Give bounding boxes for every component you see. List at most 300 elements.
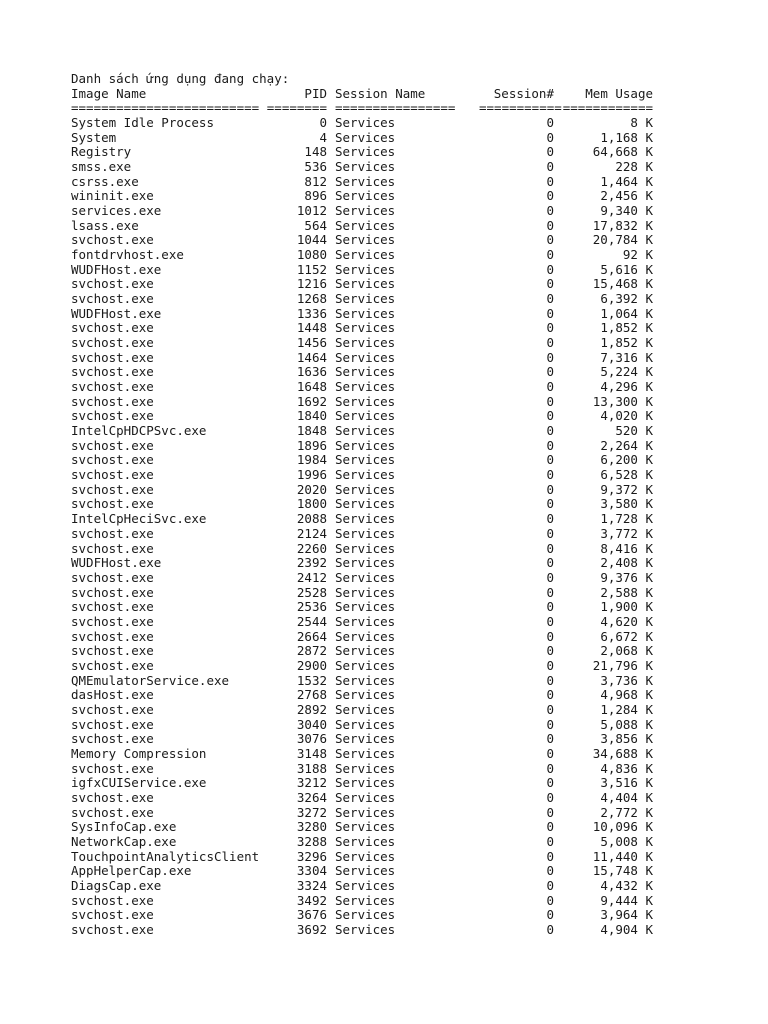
cell-session-number: 0 xyxy=(546,921,554,937)
cell-mem-usage: 2,772 K xyxy=(600,804,653,820)
cell-session-name: Services xyxy=(335,203,396,219)
cell-session-number: 0 xyxy=(546,848,554,864)
table-row xyxy=(71,497,653,512)
cell-image-name: Registry xyxy=(71,144,132,160)
cell-image-name: svchost.exe xyxy=(71,276,154,292)
cell-session-number: 0 xyxy=(546,452,554,468)
cell-session-name: Services xyxy=(335,657,396,673)
cell-mem-usage: 4,020 K xyxy=(600,408,653,424)
cell-image-name: DiagsCap.exe xyxy=(71,877,162,893)
cell-mem-usage: 6,392 K xyxy=(600,291,653,307)
cell-mem-usage: 3,516 K xyxy=(600,775,653,791)
cell-pid: 1044 xyxy=(296,232,327,248)
cell-session-name: Services xyxy=(335,173,396,189)
cell-image-name: WUDFHost.exe xyxy=(71,305,162,321)
table-row xyxy=(71,659,653,674)
table-row xyxy=(71,864,653,879)
cell-session-name: Services xyxy=(335,907,396,923)
document-title: Danh sách ứng dụng đang chạy: xyxy=(71,71,290,86)
cell-mem-usage: 20,784 K xyxy=(592,232,653,248)
table-row xyxy=(71,453,653,468)
cell-session-name: Services xyxy=(335,628,396,644)
cell-image-name: SysInfoCap.exe xyxy=(71,819,177,835)
cell-mem-usage: 4,904 K xyxy=(600,921,653,937)
cell-mem-usage: 6,528 K xyxy=(600,467,653,483)
cell-image-name: svchost.exe xyxy=(71,643,154,659)
cell-image-name: svchost.exe xyxy=(71,569,154,585)
cell-mem-usage: 5,088 K xyxy=(600,716,653,732)
cell-session-number: 0 xyxy=(546,335,554,351)
table-separator-row xyxy=(71,101,653,116)
cell-pid: 148 xyxy=(304,144,327,160)
table-row xyxy=(71,762,653,777)
cell-session-number: 0 xyxy=(546,129,554,145)
cell-session-number: 0 xyxy=(546,731,554,747)
cell-mem-usage: 4,836 K xyxy=(600,760,653,776)
table-row xyxy=(71,747,653,762)
cell-session-name: Services xyxy=(335,511,396,527)
cell-pid: 2536 xyxy=(296,599,327,615)
table-row xyxy=(71,571,653,586)
cell-pid: 2260 xyxy=(296,540,327,556)
cell-session-number: 0 xyxy=(546,247,554,263)
cell-session-number: 0 xyxy=(546,819,554,835)
table-row xyxy=(71,336,653,351)
cell-session-name: Services xyxy=(335,760,396,776)
cell-pid: 564 xyxy=(304,217,327,233)
separator-mem-usage: ============ xyxy=(562,100,653,116)
cell-mem-usage: 1,852 K xyxy=(600,335,653,351)
cell-pid: 1336 xyxy=(296,305,327,321)
cell-image-name: svchost.exe xyxy=(71,232,154,248)
cell-pid: 1012 xyxy=(296,203,327,219)
cell-mem-usage: 9,444 K xyxy=(600,892,653,908)
cell-session-name: Services xyxy=(335,584,396,600)
cell-pid: 3040 xyxy=(296,716,327,732)
separator-pid: ======== xyxy=(266,100,327,116)
process-rows xyxy=(71,116,653,938)
table-row xyxy=(71,116,653,131)
cell-session-name: Services xyxy=(335,115,396,131)
cell-pid: 2900 xyxy=(296,657,327,673)
table-row xyxy=(71,615,653,630)
cell-image-name: WUDFHost.exe xyxy=(71,555,162,571)
cell-pid: 2528 xyxy=(296,584,327,600)
cell-mem-usage: 9,372 K xyxy=(600,481,653,497)
table-row xyxy=(71,703,653,718)
cell-session-number: 0 xyxy=(546,863,554,879)
cell-mem-usage: 2,456 K xyxy=(600,188,653,204)
table-row xyxy=(71,468,653,483)
cell-pid: 1984 xyxy=(296,452,327,468)
cell-session-name: Services xyxy=(335,320,396,336)
header-mem-usage: Mem Usage xyxy=(585,85,653,101)
cell-pid: 3324 xyxy=(296,877,327,893)
table-row xyxy=(71,586,653,601)
cell-mem-usage: 1,852 K xyxy=(600,320,653,336)
cell-image-name: svchost.exe xyxy=(71,364,154,380)
cell-session-number: 0 xyxy=(546,393,554,409)
cell-image-name: svchost.exe xyxy=(71,789,154,805)
cell-mem-usage: 4,620 K xyxy=(600,613,653,629)
cell-session-number: 0 xyxy=(546,364,554,380)
header-pid: PID xyxy=(304,85,327,101)
cell-pid: 3296 xyxy=(296,848,327,864)
cell-session-number: 0 xyxy=(546,276,554,292)
cell-session-name: Services xyxy=(335,364,396,380)
cell-session-name: Services xyxy=(335,775,396,791)
table-row xyxy=(71,688,653,703)
cell-image-name: svchost.exe xyxy=(71,525,154,541)
cell-session-number: 0 xyxy=(546,467,554,483)
cell-session-name: Services xyxy=(335,672,396,688)
table-row xyxy=(71,409,653,424)
table-header-row xyxy=(71,87,653,102)
cell-session-name: Services xyxy=(335,437,396,453)
cell-session-name: Services xyxy=(335,159,396,175)
cell-session-number: 0 xyxy=(546,687,554,703)
cell-session-number: 0 xyxy=(546,511,554,527)
cell-pid: 1464 xyxy=(296,349,327,365)
cell-image-name: svchost.exe xyxy=(71,921,154,937)
cell-image-name: svchost.exe xyxy=(71,349,154,365)
cell-pid: 1448 xyxy=(296,320,327,336)
table-row xyxy=(71,189,653,204)
cell-mem-usage: 10,096 K xyxy=(592,819,653,835)
cell-session-name: Services xyxy=(335,643,396,659)
cell-pid: 3264 xyxy=(296,789,327,805)
cell-session-name: Services xyxy=(335,232,396,248)
cell-session-name: Services xyxy=(335,379,396,395)
cell-mem-usage: 6,672 K xyxy=(600,628,653,644)
cell-session-number: 0 xyxy=(546,657,554,673)
table-row xyxy=(71,292,653,307)
cell-session-name: Services xyxy=(335,261,396,277)
cell-pid: 1840 xyxy=(296,408,327,424)
cell-session-name: Services xyxy=(335,305,396,321)
table-row xyxy=(71,791,653,806)
cell-session-name: Services xyxy=(335,525,396,541)
cell-pid: 896 xyxy=(304,188,327,204)
table-row xyxy=(71,365,653,380)
cell-mem-usage: 4,404 K xyxy=(600,789,653,805)
cell-session-number: 0 xyxy=(546,892,554,908)
cell-session-number: 0 xyxy=(546,173,554,189)
cell-session-name: Services xyxy=(335,892,396,908)
cell-image-name: svchost.exe xyxy=(71,437,154,453)
cell-session-name: Services xyxy=(335,291,396,307)
cell-mem-usage: 2,588 K xyxy=(600,584,653,600)
cell-pid: 3272 xyxy=(296,804,327,820)
cell-session-name: Services xyxy=(335,481,396,497)
cell-mem-usage: 1,728 K xyxy=(600,511,653,527)
cell-pid: 2020 xyxy=(296,481,327,497)
cell-mem-usage: 2,068 K xyxy=(600,643,653,659)
separator-image-name: ========================= xyxy=(71,100,260,116)
cell-mem-usage: 1,464 K xyxy=(600,173,653,189)
cell-mem-usage: 5,008 K xyxy=(600,833,653,849)
cell-session-name: Services xyxy=(335,349,396,365)
cell-image-name: svchost.exe xyxy=(71,291,154,307)
cell-session-name: Services xyxy=(335,452,396,468)
cell-pid: 0 xyxy=(319,115,327,131)
cell-image-name: IntelCpHDCPSvc.exe xyxy=(71,423,207,439)
cell-session-number: 0 xyxy=(546,525,554,541)
table-row xyxy=(71,527,653,542)
table-row xyxy=(71,644,653,659)
table-row xyxy=(71,556,653,571)
cell-session-name: Services xyxy=(335,423,396,439)
cell-session-number: 0 xyxy=(546,349,554,365)
table-row xyxy=(71,894,653,909)
table-row xyxy=(71,204,653,219)
table-row xyxy=(71,145,653,160)
table-row xyxy=(71,351,653,366)
cell-session-name: Services xyxy=(335,745,396,761)
table-row xyxy=(71,131,653,146)
cell-session-number: 0 xyxy=(546,320,554,336)
cell-session-number: 0 xyxy=(546,291,554,307)
cell-session-number: 0 xyxy=(546,701,554,717)
cell-session-number: 0 xyxy=(546,144,554,160)
cell-session-number: 0 xyxy=(546,745,554,761)
cell-pid: 3076 xyxy=(296,731,327,747)
table-row xyxy=(71,630,653,645)
cell-session-number: 0 xyxy=(546,672,554,688)
cell-session-name: Services xyxy=(335,335,396,351)
cell-pid: 3148 xyxy=(296,745,327,761)
cell-image-name: svchost.exe xyxy=(71,716,154,732)
cell-image-name: svchost.exe xyxy=(71,408,154,424)
cell-session-number: 0 xyxy=(546,232,554,248)
cell-image-name: svchost.exe xyxy=(71,628,154,644)
cell-session-number: 0 xyxy=(546,804,554,820)
cell-session-name: Services xyxy=(335,613,396,629)
cell-pid: 3304 xyxy=(296,863,327,879)
cell-pid: 536 xyxy=(304,159,327,175)
table-row xyxy=(71,820,653,835)
cell-session-name: Services xyxy=(335,819,396,835)
cell-session-number: 0 xyxy=(546,599,554,615)
cell-image-name: svchost.exe xyxy=(71,701,154,717)
cell-mem-usage: 11,440 K xyxy=(592,848,653,864)
cell-pid: 3280 xyxy=(296,819,327,835)
table-row xyxy=(71,277,653,292)
cell-pid: 1080 xyxy=(296,247,327,263)
table-row xyxy=(71,850,653,865)
cell-session-number: 0 xyxy=(546,628,554,644)
cell-pid: 1800 xyxy=(296,496,327,512)
cell-pid: 2544 xyxy=(296,613,327,629)
table-row xyxy=(71,776,653,791)
cell-image-name: Memory Compression xyxy=(71,745,207,761)
cell-image-name: svchost.exe xyxy=(71,804,154,820)
separator-session-name: ================ xyxy=(335,100,456,116)
cell-image-name: NetworkCap.exe xyxy=(71,833,177,849)
table-row xyxy=(71,395,653,410)
cell-pid: 1216 xyxy=(296,276,327,292)
table-row xyxy=(71,806,653,821)
cell-pid: 1532 xyxy=(296,672,327,688)
cell-image-name: svchost.exe xyxy=(71,452,154,468)
cell-session-number: 0 xyxy=(546,716,554,732)
cell-session-name: Services xyxy=(335,555,396,571)
cell-session-number: 0 xyxy=(546,408,554,424)
cell-mem-usage: 520 K xyxy=(615,423,653,439)
cell-image-name: wininit.exe xyxy=(71,188,154,204)
cell-image-name: svchost.exe xyxy=(71,599,154,615)
cell-session-name: Services xyxy=(335,569,396,585)
table-row xyxy=(71,732,653,747)
cell-pid: 2872 xyxy=(296,643,327,659)
table-row xyxy=(71,512,653,527)
table-row xyxy=(71,160,653,175)
cell-image-name: System xyxy=(71,129,117,145)
cell-session-number: 0 xyxy=(546,481,554,497)
table-row xyxy=(71,321,653,336)
cell-mem-usage: 1,168 K xyxy=(600,129,653,145)
cell-session-number: 0 xyxy=(546,261,554,277)
cell-session-number: 0 xyxy=(546,423,554,439)
cell-session-number: 0 xyxy=(546,643,554,659)
cell-mem-usage: 4,296 K xyxy=(600,379,653,395)
cell-image-name: svchost.exe xyxy=(71,496,154,512)
cell-mem-usage: 4,968 K xyxy=(600,687,653,703)
cell-session-number: 0 xyxy=(546,775,554,791)
cell-image-name: svchost.exe xyxy=(71,320,154,336)
cell-image-name: csrss.exe xyxy=(71,173,139,189)
cell-mem-usage: 9,376 K xyxy=(600,569,653,585)
cell-image-name: svchost.exe xyxy=(71,613,154,629)
header-session-number: Session# xyxy=(493,85,554,101)
cell-session-name: Services xyxy=(335,188,396,204)
table-row xyxy=(71,307,653,322)
cell-mem-usage: 2,408 K xyxy=(600,555,653,571)
table-row xyxy=(71,835,653,850)
cell-image-name: svchost.exe xyxy=(71,584,154,600)
cell-mem-usage: 3,856 K xyxy=(600,731,653,747)
cell-mem-usage: 7,316 K xyxy=(600,349,653,365)
cell-session-name: Services xyxy=(335,789,396,805)
table-row xyxy=(71,424,653,439)
cell-image-name: svchost.exe xyxy=(71,657,154,673)
cell-image-name: svchost.exe xyxy=(71,335,154,351)
cell-mem-usage: 64,668 K xyxy=(592,144,653,160)
cell-pid: 3188 xyxy=(296,760,327,776)
cell-pid: 3492 xyxy=(296,892,327,908)
table-row xyxy=(71,248,653,263)
cell-session-number: 0 xyxy=(546,569,554,585)
cell-image-name: svchost.exe xyxy=(71,731,154,747)
cell-session-name: Services xyxy=(335,467,396,483)
cell-mem-usage: 1,900 K xyxy=(600,599,653,615)
cell-image-name: svchost.exe xyxy=(71,467,154,483)
cell-pid: 1152 xyxy=(296,261,327,277)
cell-session-number: 0 xyxy=(546,584,554,600)
cell-session-name: Services xyxy=(335,540,396,556)
cell-pid: 2768 xyxy=(296,687,327,703)
table-row xyxy=(71,908,653,923)
cell-mem-usage: 15,748 K xyxy=(592,863,653,879)
cell-session-name: Services xyxy=(335,599,396,615)
table-row xyxy=(71,263,653,278)
header-image-name: Image Name xyxy=(71,85,147,101)
cell-mem-usage: 5,224 K xyxy=(600,364,653,380)
cell-image-name: svchost.exe xyxy=(71,907,154,923)
table-row xyxy=(71,233,653,248)
cell-mem-usage: 3,736 K xyxy=(600,672,653,688)
cell-session-number: 0 xyxy=(546,115,554,131)
cell-session-name: Services xyxy=(335,921,396,937)
cell-pid: 1456 xyxy=(296,335,327,351)
cell-image-name: svchost.exe xyxy=(71,379,154,395)
cell-mem-usage: 8 K xyxy=(630,115,653,131)
cell-mem-usage: 13,300 K xyxy=(592,393,653,409)
cell-session-name: Services xyxy=(335,129,396,145)
cell-image-name: svchost.exe xyxy=(71,892,154,908)
cell-mem-usage: 92 K xyxy=(622,247,653,263)
cell-mem-usage: 1,064 K xyxy=(600,305,653,321)
cell-session-number: 0 xyxy=(546,496,554,512)
cell-mem-usage: 17,832 K xyxy=(592,217,653,233)
cell-pid: 2088 xyxy=(296,511,327,527)
cell-image-name: AppHelperCap.exe xyxy=(71,863,192,879)
table-row xyxy=(71,923,653,938)
cell-session-name: Services xyxy=(335,848,396,864)
cell-pid: 1648 xyxy=(296,379,327,395)
cell-session-name: Services xyxy=(335,716,396,732)
cell-pid: 1848 xyxy=(296,423,327,439)
cell-image-name: lsass.exe xyxy=(71,217,139,233)
cell-session-number: 0 xyxy=(546,159,554,175)
cell-image-name: services.exe xyxy=(71,203,162,219)
cell-mem-usage: 21,796 K xyxy=(592,657,653,673)
cell-mem-usage: 4,432 K xyxy=(600,877,653,893)
cell-pid: 2392 xyxy=(296,555,327,571)
cell-image-name: fontdrvhost.exe xyxy=(71,247,184,263)
cell-session-number: 0 xyxy=(546,437,554,453)
cell-session-name: Services xyxy=(335,247,396,263)
cell-pid: 3288 xyxy=(296,833,327,849)
cell-pid: 4 xyxy=(319,129,327,145)
cell-session-name: Services xyxy=(335,408,396,424)
cell-image-name: smss.exe xyxy=(71,159,132,175)
cell-mem-usage: 3,580 K xyxy=(600,496,653,512)
cell-pid: 812 xyxy=(304,173,327,189)
cell-session-name: Services xyxy=(335,687,396,703)
cell-pid: 1268 xyxy=(296,291,327,307)
cell-mem-usage: 3,964 K xyxy=(600,907,653,923)
cell-session-name: Services xyxy=(335,877,396,893)
cell-image-name: QMEmulatorService.exe xyxy=(71,672,230,688)
cell-pid: 1636 xyxy=(296,364,327,380)
process-list-document xyxy=(71,72,653,938)
cell-pid: 2664 xyxy=(296,628,327,644)
cell-session-number: 0 xyxy=(546,203,554,219)
cell-mem-usage: 2,264 K xyxy=(600,437,653,453)
cell-session-number: 0 xyxy=(546,555,554,571)
cell-mem-usage: 3,772 K xyxy=(600,525,653,541)
cell-image-name: svchost.exe xyxy=(71,481,154,497)
table-row xyxy=(71,483,653,498)
cell-session-number: 0 xyxy=(546,188,554,204)
cell-mem-usage: 1,284 K xyxy=(600,701,653,717)
cell-pid: 1996 xyxy=(296,467,327,483)
table-row xyxy=(71,600,653,615)
cell-pid: 1896 xyxy=(296,437,327,453)
cell-session-name: Services xyxy=(335,804,396,820)
table-row xyxy=(71,439,653,454)
